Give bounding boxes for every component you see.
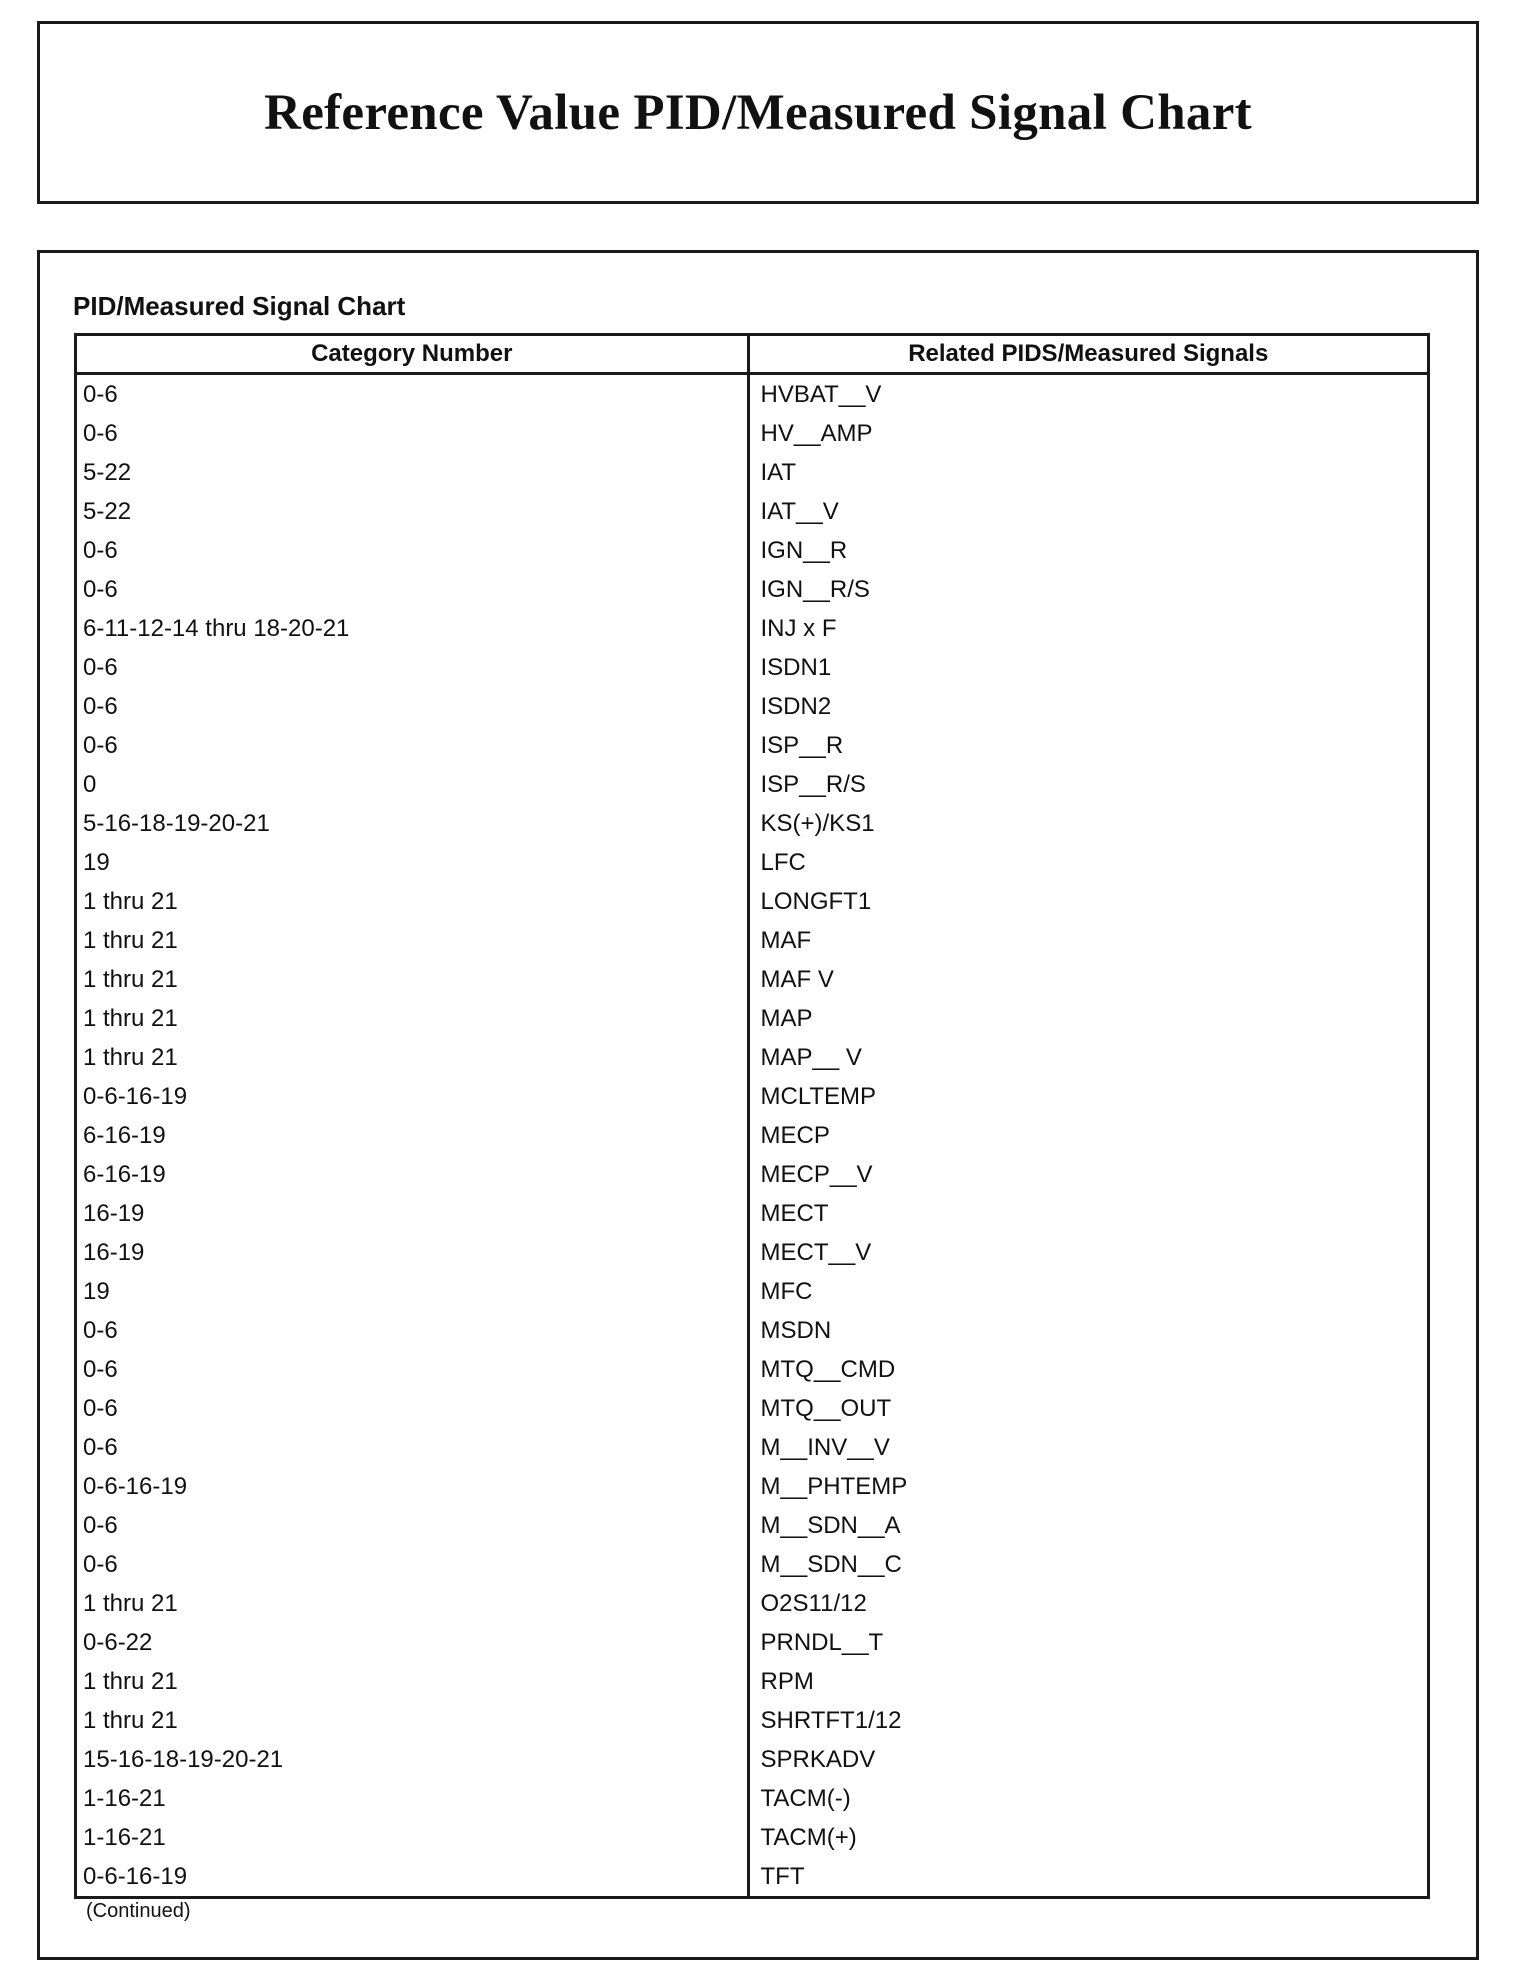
category-number-cell: 1 thru 21: [77, 882, 748, 921]
table-row: [77, 726, 1427, 765]
table-row: [77, 1623, 1427, 1662]
pid-signal-cell: MTQ__OUT: [760, 1394, 892, 1422]
category-number-cell: 0-6: [77, 648, 748, 687]
pid-signal-cell: MCLTEMP: [760, 1082, 877, 1110]
pid-signal-cell: LONGFT1: [760, 887, 872, 915]
table-row: [77, 531, 1427, 570]
category-number-cell: 0: [77, 765, 748, 804]
category-number-cell: 0-6: [77, 687, 748, 726]
table-row: [77, 1740, 1427, 1779]
table-row: [77, 1467, 1427, 1506]
pid-signal-cell: O2S11/12: [760, 1589, 867, 1617]
table-caption: PID/Measured Signal Chart: [73, 291, 406, 321]
category-number-cell: 0-6-16-19: [77, 1467, 748, 1506]
table-row: [77, 1116, 1427, 1155]
category-number-cell: 1 thru 21: [77, 999, 748, 1038]
pid-signal-cell: TACM(+): [760, 1823, 857, 1851]
pid-signal-cell: MAP__ V: [760, 1043, 862, 1071]
table-row: [77, 1038, 1427, 1077]
table-row: [77, 843, 1427, 882]
category-number-cell: 1 thru 21: [77, 921, 748, 960]
table-row: [77, 1701, 1427, 1740]
category-number-cell: 0-6: [77, 1545, 748, 1584]
title-box: [37, 21, 1479, 204]
table-row: [77, 1272, 1427, 1311]
header-related-pids: Related PIDS/Measured Signals: [748, 336, 1427, 374]
pid-signal-cell: MAP: [760, 1004, 813, 1032]
pid-signal-cell: SPRKADV: [760, 1745, 876, 1773]
category-number-cell: 0-6: [77, 570, 748, 609]
table-row: [77, 1350, 1427, 1389]
table-row: [77, 453, 1427, 492]
header-category-number: Category Number: [77, 336, 748, 374]
chart-box: [37, 250, 1479, 1960]
pid-signal-cell: TACM(-): [760, 1784, 851, 1812]
category-number-cell: 0-6: [77, 726, 748, 765]
table-row: [77, 1584, 1427, 1623]
category-number-cell: 0-6: [77, 1350, 748, 1389]
table-row: [77, 921, 1427, 960]
category-number-cell: 1-16-21: [77, 1818, 748, 1857]
pid-signal-cell: LFC: [760, 848, 806, 876]
table-row: [77, 648, 1427, 687]
category-number-cell: 6-16-19: [77, 1155, 748, 1194]
pid-signal-cell: ISP__R/S: [760, 770, 866, 798]
table-row: [77, 1428, 1427, 1467]
category-number-cell: 6-11-12-14 thru 18-20-21: [77, 609, 748, 648]
category-number-cell: 6-16-19: [77, 1116, 748, 1155]
category-number-cell: 19: [77, 843, 748, 882]
category-number-cell: 0-6: [77, 1311, 748, 1350]
category-number-cell: 0-6: [77, 414, 748, 453]
table-row: [77, 1779, 1427, 1818]
table-row: [77, 1077, 1427, 1116]
category-number-cell: 16-19: [77, 1194, 748, 1233]
table-row: [77, 1389, 1427, 1428]
pid-signal-cell: ISDN1: [760, 653, 832, 681]
category-number-cell: 19: [77, 1272, 748, 1311]
pid-signal-cell: TFT: [760, 1862, 805, 1890]
pid-signal-cell: MTQ__CMD: [760, 1355, 896, 1383]
table-row: [77, 1545, 1427, 1584]
category-number-cell: 5-16-18-19-20-21: [77, 804, 748, 843]
table-row: [77, 414, 1427, 453]
table-row: [77, 1662, 1427, 1701]
pid-signal-cell: RPM: [760, 1667, 814, 1695]
pid-signal-cell: IAT: [760, 458, 797, 486]
category-number-cell: 1 thru 21: [77, 1584, 748, 1623]
category-number-cell: 0-6: [77, 1389, 748, 1428]
category-number-cell: 0-6-16-19: [77, 1077, 748, 1116]
category-number-cell: 0-6-16-19: [77, 1857, 748, 1896]
pid-signal-cell: PRNDL__T: [760, 1628, 884, 1656]
table-row: [77, 1857, 1427, 1896]
pid-signal-cell: IAT__V: [760, 497, 839, 525]
pid-signal-cell: HVBAT__V: [760, 380, 882, 408]
pid-signal-cell: SHRTFT1/12: [760, 1706, 902, 1734]
table-row: [77, 1155, 1427, 1194]
pid-signal-cell: MECT__V: [760, 1238, 872, 1266]
category-number-cell: 1 thru 21: [77, 960, 748, 999]
pid-signal-cell: M__SDN__A: [760, 1511, 901, 1539]
table-row: [77, 765, 1427, 804]
table-row: [77, 1506, 1427, 1545]
pid-signal-cell: ISDN2: [760, 692, 832, 720]
category-number-cell: 0-6-22: [77, 1623, 748, 1662]
table-row: [77, 999, 1427, 1038]
table-row: [77, 960, 1427, 999]
category-number-cell: 16-19: [77, 1233, 748, 1272]
category-number-cell: 0-6: [77, 1506, 748, 1545]
table-row: [77, 492, 1427, 531]
page-title: Reference Value PID/Measured Signal Chart: [264, 84, 1252, 141]
category-number-cell: 1-16-21: [77, 1779, 748, 1818]
pid-signal-cell: MECP: [760, 1121, 830, 1149]
pid-signal-cell: INJ x F: [760, 614, 837, 642]
table-row: [77, 804, 1427, 843]
table-row: [77, 1311, 1427, 1350]
table-row: [77, 570, 1427, 609]
category-number-cell: 1 thru 21: [77, 1662, 748, 1701]
table-row: [77, 609, 1427, 648]
signal-table: [74, 333, 1430, 1899]
category-number-cell: 5-22: [77, 453, 748, 492]
pid-signal-cell: MAF V: [760, 965, 834, 993]
pid-signal-cell: M__PHTEMP: [760, 1472, 908, 1500]
category-number-cell: 1 thru 21: [77, 1701, 748, 1740]
table-row: [77, 374, 1427, 415]
pid-signal-cell: M__SDN__C: [760, 1550, 902, 1578]
continued-note: (Continued): [86, 1900, 191, 1922]
category-number-cell: 0-6: [77, 374, 748, 415]
table-row: [77, 687, 1427, 726]
table-row: [77, 882, 1427, 921]
table-header-row: [77, 336, 1427, 374]
pid-signal-cell: KS(+)/KS1: [760, 809, 875, 837]
category-number-cell: 1 thru 21: [77, 1038, 748, 1077]
table-row: [77, 1194, 1427, 1233]
pid-signal-cell: MECP__V: [760, 1160, 873, 1188]
pid-signal-cell: MECT: [760, 1199, 829, 1227]
pid-signal-cell: IGN__R: [760, 536, 848, 564]
category-number-cell: 0-6: [77, 1428, 748, 1467]
pid-signal-cell: HV__AMP: [760, 419, 873, 447]
pid-signal-cell: MAF: [760, 926, 812, 954]
category-number-cell: 5-22: [77, 492, 748, 531]
pid-signal-cell: M__INV__V: [760, 1433, 890, 1461]
pid-signal-cell: IGN__R/S: [760, 575, 870, 603]
pid-signal-cell: MFC: [760, 1277, 813, 1305]
category-number-cell: 15-16-18-19-20-21: [77, 1740, 748, 1779]
table-row: [77, 1818, 1427, 1857]
category-number-cell: 0-6: [77, 531, 748, 570]
pid-signal-cell: ISP__R: [760, 731, 844, 759]
table-row: [77, 1233, 1427, 1272]
pid-signal-cell: MSDN: [760, 1316, 832, 1344]
